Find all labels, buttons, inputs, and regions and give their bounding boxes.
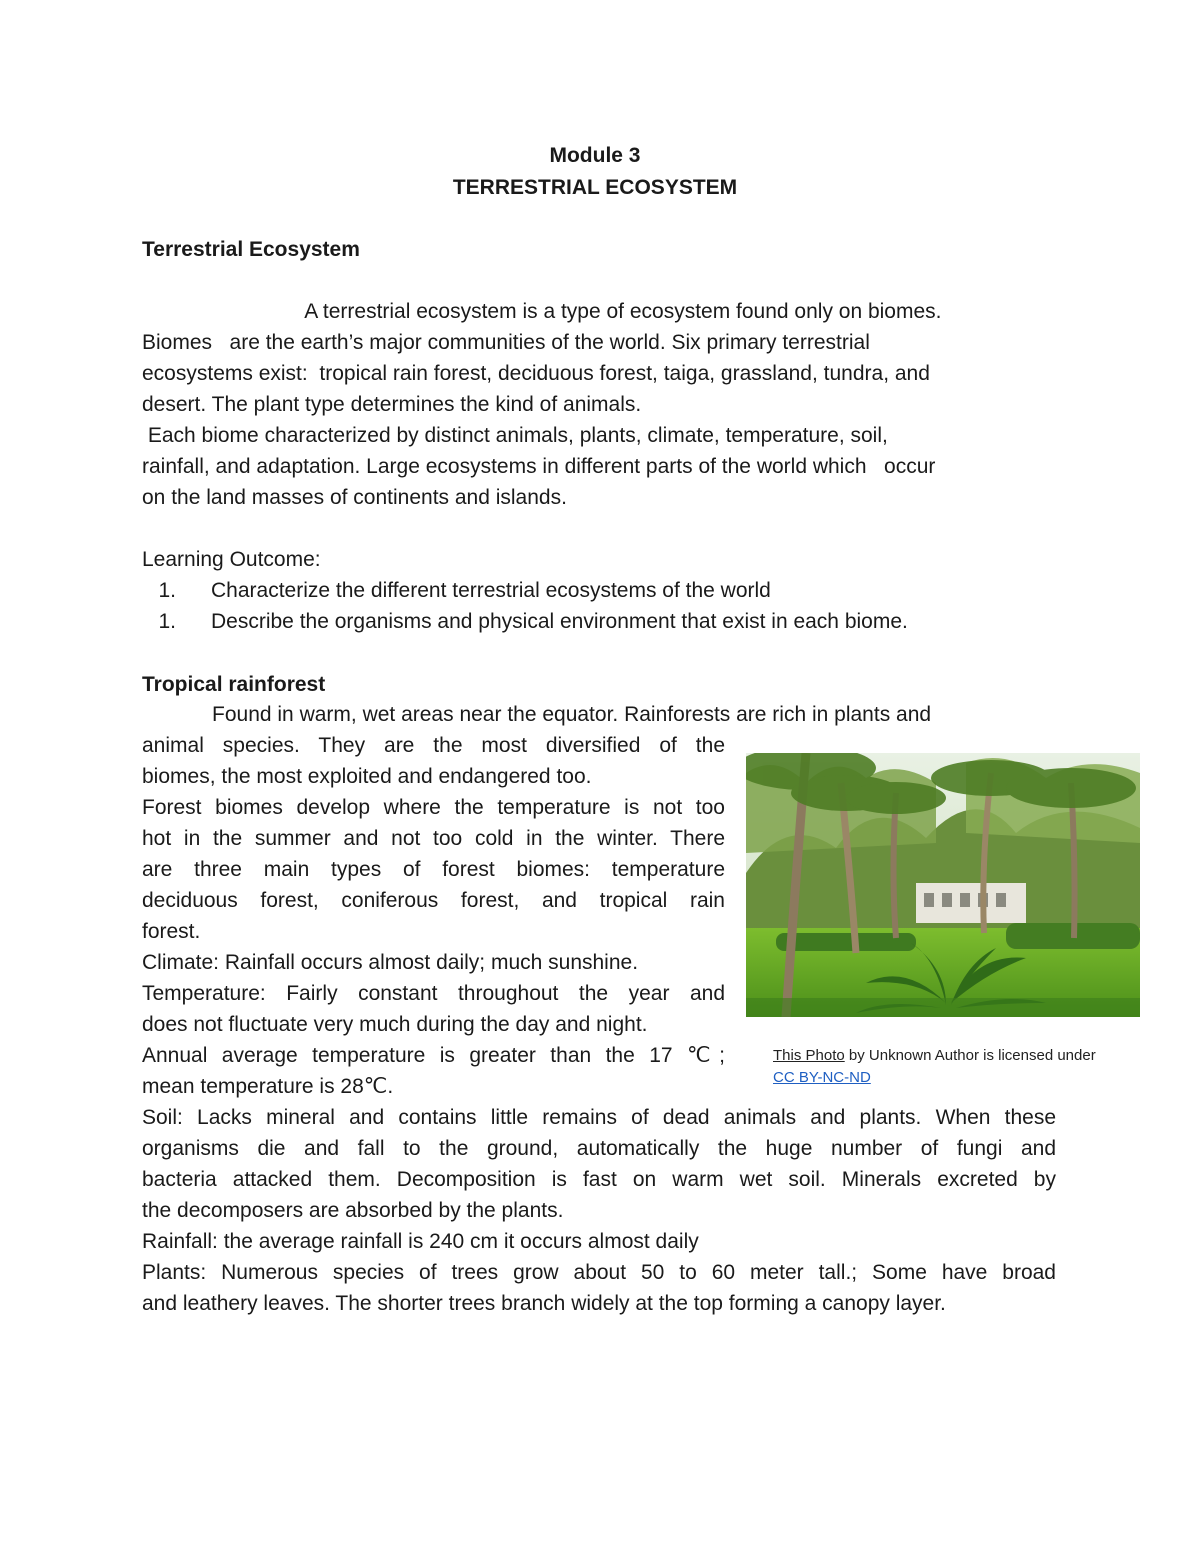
- caption-text: by Unknown Author is licensed under: [844, 1047, 1096, 1064]
- intro-line: ecosystems exist: tropical rain forest, deciduous forest, taiga, grassland, tundra, and: [142, 362, 930, 385]
- license-link[interactable]: CC BY-NC-ND: [773, 1069, 871, 1086]
- rainforest-line: animal species. They are the most diversified of the: [142, 734, 725, 757]
- rainforest-line: and leathery leaves. The shorter trees branch widely at the top forming a canopy layer.: [142, 1292, 946, 1315]
- intro-line: A terrestrial ecosystem is a type of ecosystem found only on biomes.: [142, 300, 942, 323]
- rainforest-wide-paragraph: [142, 1102, 1056, 1319]
- list-number: 1.: [158, 579, 176, 602]
- rainforest-line: deciduous forest, coniferous forest, and tropical rain: [142, 889, 725, 912]
- list-text: Describe the organisms and physical environment that exist in each biome.: [211, 610, 908, 633]
- rainforest-narrow-paragraph: [142, 730, 725, 1102]
- intro-line: Biomes are the earth’s major communities of the world. Six primary terrestrial: [142, 331, 870, 354]
- intro-line: Each biome characterized by distinct animals, plants, climate, temperature, soil,: [142, 424, 888, 447]
- rainforest-line: Rainfall: the average rainfall is 240 cm it occurs almost daily: [142, 1230, 699, 1253]
- module-title: TERRESTRIAL ECOSYSTEM: [452, 176, 738, 199]
- rainforest-line: organisms die and fall to the ground, automatically the huge number of fungi and: [142, 1137, 1056, 1160]
- rainforest-line: the decomposers are absorbed by the plants.: [142, 1199, 564, 1222]
- list-item: [142, 575, 908, 606]
- rainforest-line: Found in warm, wet areas near the equator. Rainforests are rich in plants and: [142, 703, 932, 726]
- list-item: [142, 606, 908, 637]
- rainforest-first-line: [142, 699, 1056, 730]
- intro-line: rainfall, and adaptation. Large ecosystems in different parts of the world which occur: [142, 455, 936, 478]
- rainforest-line: mean temperature is 28℃.: [142, 1075, 394, 1098]
- rainforest-line: forest.: [142, 920, 201, 943]
- learning-outcome-text: Learning Outcome:: [142, 548, 321, 571]
- rainforest-line: bacteria attacked them. Decomposition is fast on warm wet soil. Minerals excreted by: [142, 1168, 1056, 1191]
- intro-line: desert. The plant type determines the kind of animals.: [142, 393, 642, 416]
- rainforest-line: Annual average temperature is greater than the 17 ℃;: [142, 1044, 725, 1067]
- intro-paragraph: [142, 296, 1042, 513]
- rainforest-line: Temperature: Fairly constant throughout the year and: [142, 982, 725, 1005]
- list-text: Characterize the different terrestrial ecosystems of the world: [211, 579, 771, 602]
- module-number: Module 3: [549, 144, 641, 167]
- section-heading-terrestrial: Terrestrial Ecosystem: [142, 238, 360, 261]
- learning-outcome-list: [142, 575, 908, 637]
- rainforest-line: Soil: Lacks mineral and contains little remains of dead animals and plants. When these: [142, 1106, 1056, 1129]
- rainforest-photo: [746, 753, 1140, 1017]
- rainforest-line: Plants: Numerous species of trees grow about 50 to 60 meter tall.; Some have broad: [142, 1261, 1056, 1284]
- rainforest-line: are three main types of forest biomes: temperature: [142, 858, 725, 881]
- rainforest-line: does not fluctuate very much during the day and night.: [142, 1013, 648, 1036]
- rainforest-line: Forest biomes develop where the temperature is not too: [142, 796, 725, 819]
- photo-caption: [773, 1045, 1153, 1089]
- intro-line: on the land masses of continents and islands.: [142, 486, 567, 509]
- rainforest-line: Climate: Rainfall occurs almost daily; much sunshine.: [142, 951, 639, 974]
- photo-link[interactable]: This Photo: [773, 1047, 845, 1064]
- list-number: 1.: [158, 610, 176, 633]
- section-heading-rainforest: Tropical rainforest: [142, 673, 326, 696]
- rainforest-line: hot in the summer and not too cold in the winter. There: [142, 827, 725, 850]
- rainforest-line: biomes, the most exploited and endangered too.: [142, 765, 592, 788]
- learning-outcome-label: [142, 544, 321, 575]
